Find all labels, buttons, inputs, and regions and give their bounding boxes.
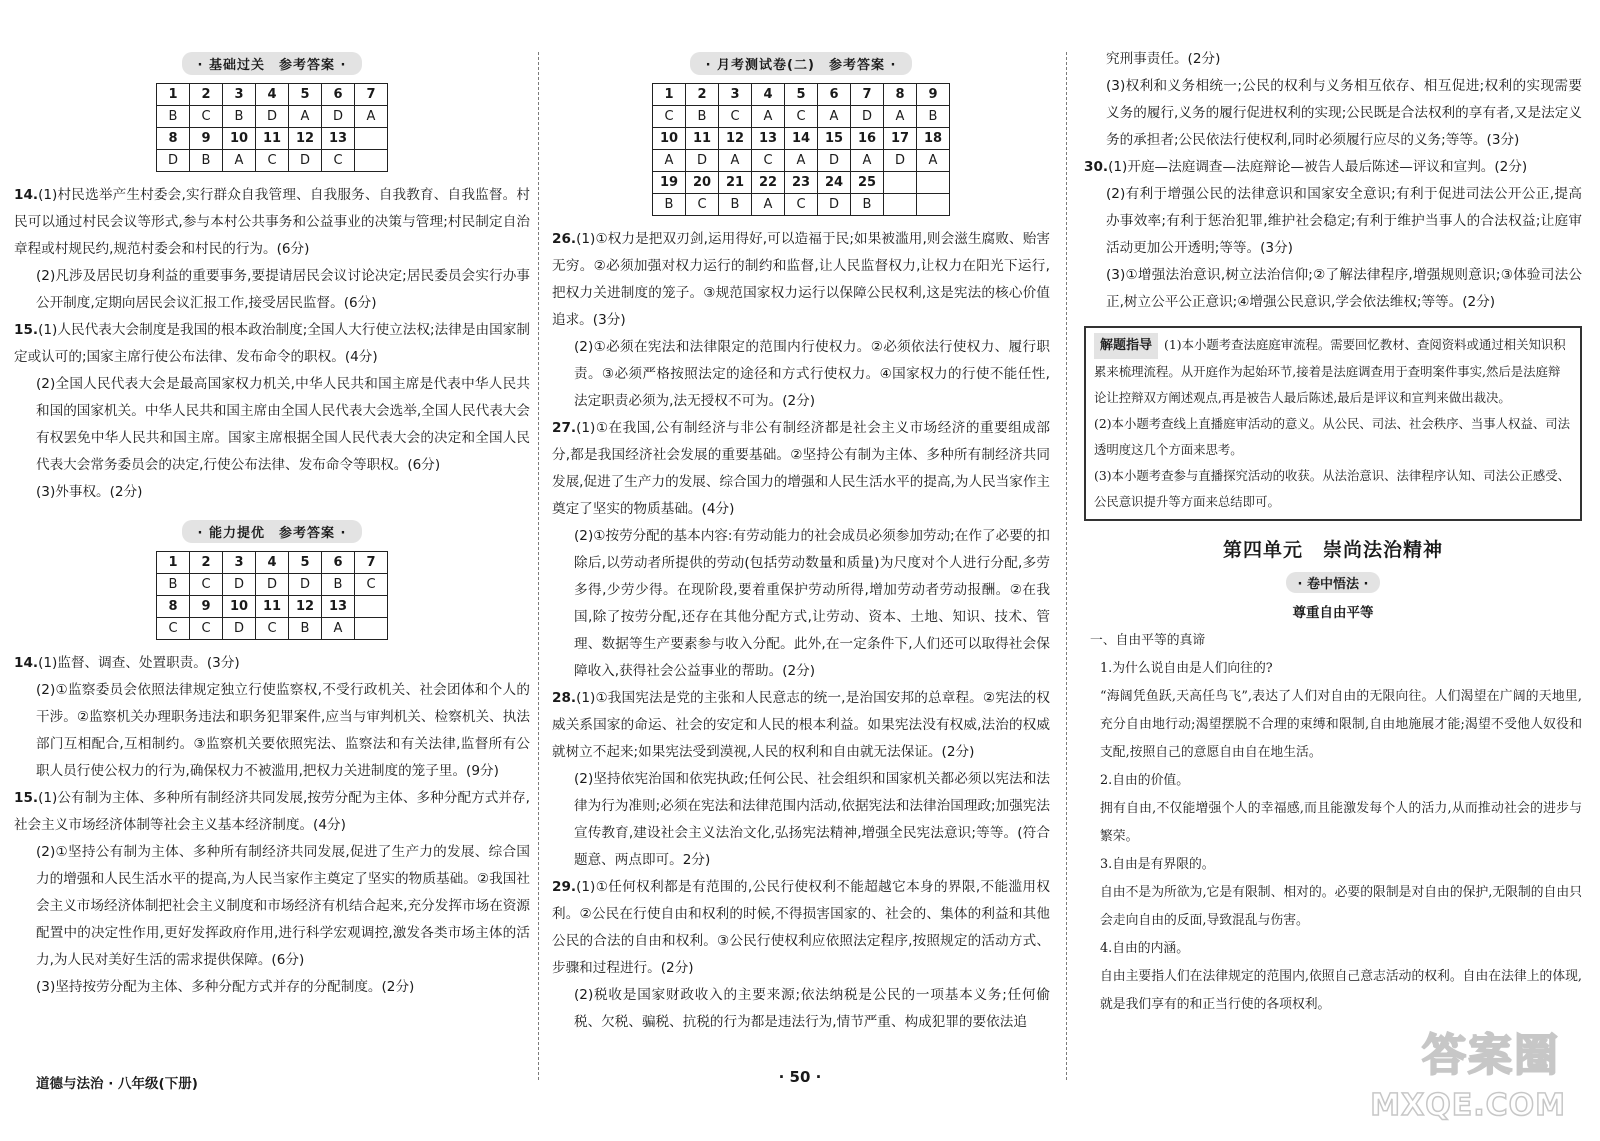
monthly-test-answers xyxy=(552,226,1050,1036)
table-cell: 7 xyxy=(355,84,388,106)
body-paragraph: 自由不是为所欲为,它是有限制、相对的。必要的限制是对自由的保护,无限制的自由只会走向自由的反面,导致混乱与伤害。 xyxy=(1100,885,1582,928)
body-question: 2.自由的价值。 xyxy=(1100,773,1189,788)
table-cell: C xyxy=(719,106,752,128)
table-cell: 9 xyxy=(190,596,223,618)
table-cell: 1 xyxy=(157,84,190,106)
column-divider xyxy=(538,52,539,1080)
right-column xyxy=(1084,46,1582,1019)
body-question: 3.自由是有界限的。 xyxy=(1100,857,1215,872)
table-row xyxy=(157,618,388,640)
table-cell: B xyxy=(719,194,752,216)
table-cell: B xyxy=(851,194,884,216)
table-cell: 24 xyxy=(818,172,851,194)
solving-guide-box xyxy=(1084,326,1582,521)
table-cell: A xyxy=(785,150,818,172)
answer-subitem: (2)有利于增强公民的法律意识和国家安全意识;有利于促进司法公开公正,提高办事效率;有利于惩治犯罪,维护社会稳定;有利于维护当事人的合法权益;让庭审活动更加公开透明;等等。(3分) xyxy=(1106,186,1582,256)
table-cell: B xyxy=(917,106,950,128)
table-cell: D xyxy=(289,150,322,172)
table-cell: 5 xyxy=(785,84,818,106)
table-cell: 6 xyxy=(322,84,355,106)
table-cell: D xyxy=(322,106,355,128)
table-cell: 3 xyxy=(223,552,256,574)
table-cell: A xyxy=(289,106,322,128)
question-number: 28. xyxy=(552,690,577,706)
section-header-basic: · 基础过关 参考答案 · xyxy=(14,52,530,75)
body-paragraph: 自由主要指人们在法律规定的范围内,依照自己意志活动的权利。自由在法律上的体现,就是我们享有的和正当行使的各项权利。 xyxy=(1100,969,1582,1012)
table-cell: D xyxy=(223,574,256,596)
table-cell: 20 xyxy=(686,172,719,194)
table-row xyxy=(157,574,388,596)
guide-para: 解题指导 (1)本小题考查法庭庭审流程。需要回忆教材、查阅资料或通过相关知识积累来梳理流程。从开庭作为起始环节,接着是法庭调查用于查明案件事实,然后是法庭辩论让控辩双方阐述观点,再是被告人最后陈述,最后是评议和宣判来做出裁决。 xyxy=(1094,332,1572,411)
table-row xyxy=(157,84,388,106)
table-cell: 13 xyxy=(322,596,355,618)
table-cell: A xyxy=(322,618,355,640)
question-number: 15. xyxy=(14,322,39,338)
table-cell: 15 xyxy=(818,128,851,150)
table-cell: D xyxy=(256,574,289,596)
table-cell: C xyxy=(256,150,289,172)
guide-label: 解题指导 xyxy=(1094,333,1158,359)
table-cell: 2 xyxy=(190,552,223,574)
table-cell: A xyxy=(653,150,686,172)
answer-item: 15.(1)人民代表大会制度是我国的根本政治制度;全国人大行使立法权;法律是由国家制定或认可的;国家主席行使公布法律、发布命令的职权。(4分) xyxy=(14,322,530,365)
table-cell: B xyxy=(190,150,223,172)
answer-subitem: (3)①增强法治意识,树立法治信仰;②了解法律程序,增强规则意识;③体验司法公正,树立公平公正意识;④增强公民意识,学会依法维权;等等。(2分) xyxy=(1106,267,1582,310)
table-cell xyxy=(355,618,388,640)
table-cell: 13 xyxy=(752,128,785,150)
table-cell: D xyxy=(818,194,851,216)
table-cell: B xyxy=(157,574,190,596)
table-cell xyxy=(917,194,950,216)
table-cell: 8 xyxy=(157,128,190,150)
table-cell: 11 xyxy=(256,596,289,618)
table-cell: 12 xyxy=(289,596,322,618)
table-cell: A xyxy=(355,106,388,128)
table-cell: A xyxy=(719,150,752,172)
table-cell: 3 xyxy=(719,84,752,106)
table-cell: C xyxy=(256,618,289,640)
table-row xyxy=(157,150,388,172)
table-cell: B xyxy=(653,194,686,216)
answer-item: 14.(1)监督、调查、处置职责。(3分) xyxy=(14,655,240,671)
table-cell: C xyxy=(190,574,223,596)
table-cell: C xyxy=(785,106,818,128)
table-cell: 10 xyxy=(653,128,686,150)
answer-item: 27.(1)①在我国,公有制经济与非公有制经济都是社会主义市场经济的重要组成部分,都是我国经济社会发展的重要基础。②坚持公有制为主体、多种所有制经济共同发展,促进了生产力的发展、综合国力的增强和人民生活水平的提高,为人民当家作主奠定了坚实的物质基础。(4分) xyxy=(552,420,1051,517)
table-row xyxy=(653,84,950,106)
guide-para: (2)本小题考查线上直播庭审活动的意义。从公民、司法、社会秩序、当事人权益、司法透明度这几个方面来思考。 xyxy=(1094,416,1571,457)
answer-subitem: (2)凡涉及居民切身利益的重要事务,要提请居民会议讨论决定;居民委员会实行办事公开制度,定期向居民会议汇报工作,接受居民监督。(6分) xyxy=(36,268,530,311)
question-number: 30. xyxy=(1084,159,1109,175)
table-cell xyxy=(884,172,917,194)
table-cell: 5 xyxy=(289,84,322,106)
table-cell: 3 xyxy=(223,84,256,106)
table-cell: C xyxy=(686,194,719,216)
table-row xyxy=(653,106,950,128)
page-number: · 50 · xyxy=(778,1068,822,1086)
table-cell: 9 xyxy=(190,128,223,150)
table-row xyxy=(157,596,388,618)
table-cell xyxy=(884,194,917,216)
answer-table-advanced xyxy=(156,551,388,640)
answer-subitem: (2)全国人民代表大会是最高国家权力机关,中华人民共和国主席是代表中华人民共和国的国家机关。中华人民共和国主席由全国人民代表大会选举,全国人民代表大会有权罢免中华人民共和国主席。国家主席根据全国人民代表大会的决定和全国人民代表大会常务委员会的决定,行使公布法律、发布命令等职权。(6分) xyxy=(36,376,530,473)
table-cell: B xyxy=(686,106,719,128)
continued-answers xyxy=(1084,46,1582,316)
table-cell: 1 xyxy=(653,84,686,106)
table-cell: 11 xyxy=(256,128,289,150)
table-cell: 4 xyxy=(752,84,785,106)
table-cell: A xyxy=(884,106,917,128)
table-row xyxy=(653,172,950,194)
table-cell: 10 xyxy=(223,596,256,618)
answer-subitem: (3)外事权。(2分) xyxy=(36,484,143,500)
column-divider xyxy=(1066,52,1067,1080)
table-cell: C xyxy=(190,106,223,128)
table-cell xyxy=(355,150,388,172)
table-cell: 25 xyxy=(851,172,884,194)
table-cell: 7 xyxy=(851,84,884,106)
answer-item: 29.(1)①任何权利都是有范围的,公民行使权利不能超越它本身的界限,不能滥用权利。②公民在行使自由和权利的时候,不得损害国家的、社会的、集体的利益和其他公民的合法的自由和权利。③公民行使权利应依照法定程序,按照规定的活动方式、步骤和过程进行。(2分) xyxy=(552,879,1050,976)
answer-subitem: (2)①监察委员会依照法律规定独立行使监察权,不受行政机关、社会团体和个人的干涉。②监察机关办理职务违法和职务犯罪案件,应当与审判机关、检察机关、执法部门互相配合,互相制约。③监察机关要依照宪法、监察法和有关法律,监督所有公职人员行使公权力的行为,确保权力不被滥用,把权力关进制度的笼子里。(9分) xyxy=(36,682,530,779)
answer-subitem: (2)坚持依宪治国和依宪执政;任何公民、社会组织和国家机关都必须以宪法和法律为行为准则;必须在宪法和法律范围内活动,依据宪法和法律治国理政;加强宪法宣传教育,建设社会主义法治文化,弘扬宪法精神,增强全民宪法意识;等等。(符合题意、两点即可。2分) xyxy=(574,771,1050,868)
table-cell: 2 xyxy=(190,84,223,106)
table-cell: 1 xyxy=(157,552,190,574)
question-number: 15. xyxy=(14,790,39,806)
table-cell: 19 xyxy=(653,172,686,194)
table-cell: 12 xyxy=(289,128,322,150)
question-number: 14. xyxy=(14,655,39,671)
question-number: 14. xyxy=(14,187,39,203)
table-cell: 13 xyxy=(322,128,355,150)
sub-title: · 卷中悟法 · xyxy=(1084,572,1582,593)
table-cell: 17 xyxy=(884,128,917,150)
question-number: 27. xyxy=(552,420,577,436)
table-cell: 8 xyxy=(884,84,917,106)
question-number: 26. xyxy=(552,231,577,247)
answer-subitem: (2)①坚持公有制为主体、多种所有制经济共同发展,促进了生产力的发展、综合国力的增强和人民生活水平的提高,为人民当家作主奠定了坚实的物质基础。②我国社会主义市场经济体制把社会主义制度和市场经济有机结合起来,充分发挥市场在资源配置中的决定性作用,更好发挥政府作用,进行科学宏观调控,激发各类市场主体的活力,为人民对美好生活的需求提供保障。(6分) xyxy=(36,844,530,968)
unit-title: 第四单元 崇尚法治精神 xyxy=(1222,539,1443,561)
table-cell: 10 xyxy=(223,128,256,150)
body-question: 1.为什么说自由是人们向往的? xyxy=(1100,661,1273,676)
table-cell: D xyxy=(157,150,190,172)
guide-para: (3)本小题考查参与直播探究活动的收获。从法治意识、法律程序认知、司法公正感受、公民意识提升等方面来总结即可。 xyxy=(1094,468,1571,509)
table-cell: C xyxy=(653,106,686,128)
body-heading: 一、自由平等的真谛 xyxy=(1090,633,1206,648)
table-cell: 6 xyxy=(818,84,851,106)
table-cell: 9 xyxy=(917,84,950,106)
answer-table-monthly-test xyxy=(652,83,950,216)
table-cell: 4 xyxy=(256,84,289,106)
body-paragraph: 拥有自由,不仅能增强个人的幸福感,而且能激发每个人的活力,从而推动社会的进步与繁荣。 xyxy=(1100,801,1582,844)
answer-subitem: (2)税收是国家财政收入的主要来源;依法纳税是公民的一项基本义务;任何偷税、欠税、骗税、抗税的行为都是违法行为,情节严重、构成犯罪的要依法追 xyxy=(574,987,1050,1030)
answer-subitem: (2)①按劳分配的基本内容:有劳动能力的社会成员必须参加劳动;在作了必要的扣除后,以劳动者所提供的劳动(包括劳动数量和质量)为尺度对个人进行分配,多劳多得,少劳少得。在现阶段,要着重保护劳动所得,增加劳动者劳动报酬。②在我国,除了按劳分配,还存在其他分配方式,让劳动、资本、土地、知识、技术、管理、数据等生产要素参与收入分配。此外,在一定条件下,人们还可以取得社会保障收入,获得社会公益事业的帮助。(2分) xyxy=(574,528,1050,679)
table-cell: B xyxy=(322,574,355,596)
answer-subitem: (2)①必须在宪法和法律限定的范围内行使权力。②必须依法行使权力、履行职责。③必须严格按照法定的途径和方式行使权力。④国家权力的行使不能任性,法定职责必须为,法无授权不可为。(2分) xyxy=(574,339,1050,409)
table-cell: 22 xyxy=(752,172,785,194)
section-header-monthly-test: · 月考测试卷(二) 参考答案 · xyxy=(552,52,1050,75)
table-row xyxy=(653,128,950,150)
table-cell: A xyxy=(917,150,950,172)
answer-subitem: (3)权利和义务相统一;公民的权利与义务相互依存、相互促进;权利的实现需要义务的履行,义务的履行促进权利的实现;公民既是合法权利的享有者,又是法定义务的承担者;公民依法行使权利,同时必须履行应尽的义务;等等。(3分) xyxy=(1106,78,1582,148)
table-cell: D xyxy=(223,618,256,640)
table-cell: 6 xyxy=(322,552,355,574)
watermark-url: MXQE.COM xyxy=(1370,1088,1566,1123)
table-cell: B xyxy=(289,618,322,640)
table-row xyxy=(157,552,388,574)
table-cell: C xyxy=(752,150,785,172)
answer-item: 14.(1)村民选举产生村委会,实行群众自我管理、自我服务、自我教育、自我监督。村民可以通过村民会议等形式,参与本村公共事务和公益事业的决策与管理;村民制定自治章程或村规民约,规范村委会和村民的行为。(6分) xyxy=(14,187,530,257)
answer-item: 15.(1)公有制为主体、多种所有制经济共同发展,按劳分配为主体、多种分配方式并存,社会主义市场经济体制等社会主义基本经济制度。(4分) xyxy=(14,790,530,833)
table-cell: 21 xyxy=(719,172,752,194)
table-cell xyxy=(917,172,950,194)
table-cell: 7 xyxy=(355,552,388,574)
table-cell: C xyxy=(190,618,223,640)
basic-answers xyxy=(14,182,530,506)
table-cell: 5 xyxy=(289,552,322,574)
table-row xyxy=(653,194,950,216)
answer-table-basic xyxy=(156,83,388,172)
table-cell: A xyxy=(223,150,256,172)
table-cell: D xyxy=(884,150,917,172)
table-cell: D xyxy=(851,106,884,128)
table-cell: C xyxy=(785,194,818,216)
table-cell: C xyxy=(355,574,388,596)
table-cell: B xyxy=(223,106,256,128)
left-column xyxy=(14,48,530,1001)
book-title-footer: 道德与法治 · 八年级(下册) xyxy=(36,1076,198,1092)
table-cell: 8 xyxy=(157,596,190,618)
table-cell: A xyxy=(818,106,851,128)
answer-item: 26.(1)①权力是把双刃剑,运用得好,可以造福于民;如果被滥用,则会滋生腐败、贻害无穷。②必须加强对权力运行的制约和监督,让人民监督权力,让权力在阳光下运行,把权力关进制度的笼子。③规范国家权力运行以保障公民权利,这是宪法的核心价值追求。(3分) xyxy=(552,231,1050,328)
question-number: 29. xyxy=(552,879,577,895)
table-cell: C xyxy=(157,618,190,640)
table-row xyxy=(157,128,388,150)
table-row xyxy=(157,106,388,128)
table-cell: D xyxy=(818,150,851,172)
body-paragraph: “海阔凭鱼跃,天高任鸟飞”,表达了人们对自由的无限向往。人们渴望在广阔的天地里,充分自由地行动;渴望摆脱不合理的束缚和限制,自由地施展才能;渴望不受他人奴役和支配,按照自己的意愿自由自在地生活。 xyxy=(1100,689,1582,760)
table-cell: D xyxy=(686,150,719,172)
table-cell: 18 xyxy=(917,128,950,150)
advanced-answers xyxy=(14,650,530,1001)
table-cell: 23 xyxy=(785,172,818,194)
watermark-text: 答案圈 xyxy=(1422,1030,1560,1081)
table-cell: A xyxy=(752,194,785,216)
table-cell: D xyxy=(289,574,322,596)
section-header-advanced: · 能力提优 参考答案 · xyxy=(14,520,530,543)
table-cell xyxy=(355,128,388,150)
table-cell: 12 xyxy=(719,128,752,150)
middle-column xyxy=(552,48,1050,1036)
table-cell xyxy=(355,596,388,618)
table-cell: A xyxy=(752,106,785,128)
table-cell: D xyxy=(256,106,289,128)
watermark-logo xyxy=(1370,1009,1566,1127)
table-cell: 16 xyxy=(851,128,884,150)
answer-subitem: (3)坚持按劳分配为主体、多种分配方式并存的分配制度。(2分) xyxy=(36,979,415,995)
table-cell: 4 xyxy=(256,552,289,574)
table-cell: C xyxy=(322,150,355,172)
table-cell: 14 xyxy=(785,128,818,150)
table-cell: 2 xyxy=(686,84,719,106)
answer-item: 28.(1)①我国宪法是党的主张和人民意志的统一,是治国安邦的总章程。②宪法的权威关系国家的命运、社会的安定和人民的根本利益。如果宪法没有权威,法治的权威就树立不起来;如果宪法受到漠视,人民的权利和自由就无法保证。(2分) xyxy=(552,690,1050,760)
answer-item: 30.(1)开庭—法庭调查—法庭辩论—被告人最后陈述—评议和宣判。(2分) xyxy=(1084,159,1528,175)
table-cell: 11 xyxy=(686,128,719,150)
body-question: 4.自由的内涵。 xyxy=(1100,941,1189,956)
answer-subitem: 究刑事责任。(2分) xyxy=(1106,51,1221,67)
table-row xyxy=(653,150,950,172)
table-cell: A xyxy=(851,150,884,172)
lesson-title: 尊重自由平等 xyxy=(1292,605,1374,621)
table-cell: B xyxy=(157,106,190,128)
